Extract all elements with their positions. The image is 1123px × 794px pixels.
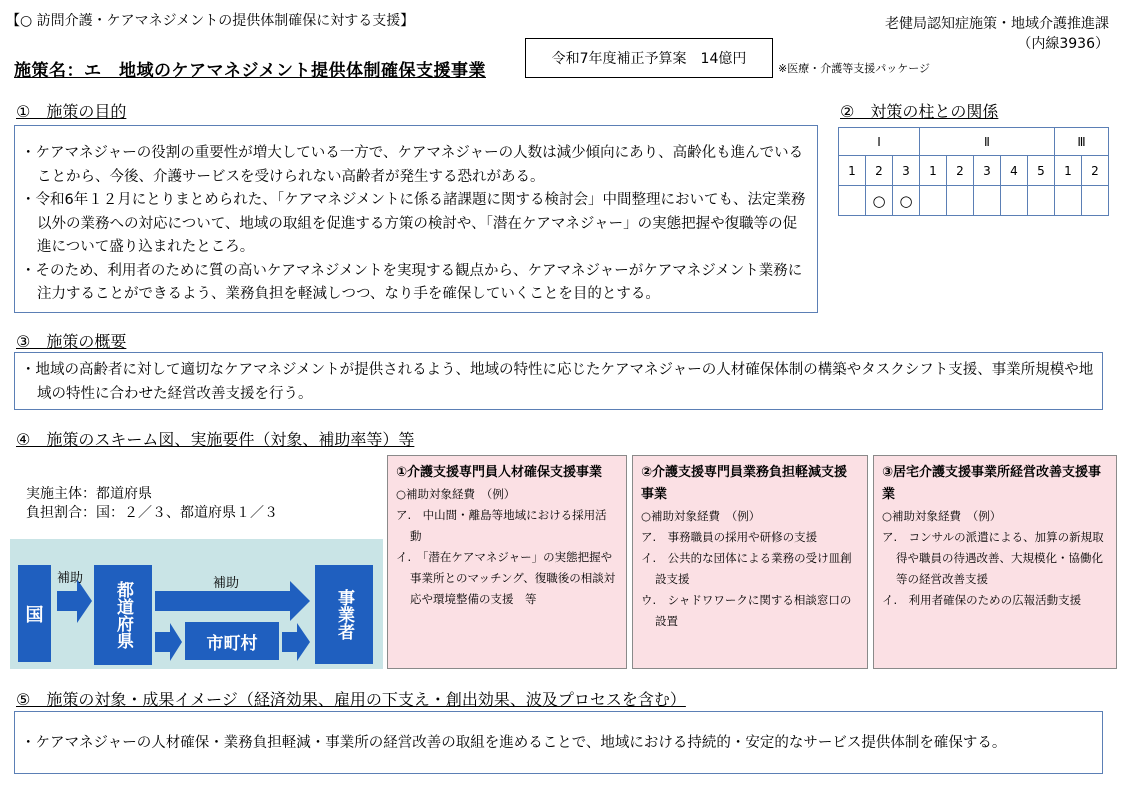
page-title: 施策名：エ 地域のケアマネジメント提供体制確保支援事業 (14, 61, 486, 81)
header-tag: 【○ 訪問介護・ケアマネジメントの提供体制確保に対する支援】 (6, 13, 415, 29)
section5-box (14, 711, 1103, 774)
pillar-number: 3 (893, 156, 920, 186)
pillar-number: 1 (1055, 156, 1082, 186)
program-subheading: ○補助対象経費 （例） (396, 487, 516, 501)
pillar-mark (1055, 186, 1082, 216)
program-title: ③居宅介護支援事業所経営改善支援事業 (882, 465, 1102, 502)
pillar-number: 1 (920, 156, 947, 186)
department-name: 老健局認知症施策・地域介護推進課 (885, 16, 1109, 32)
section3-bullet: ・地域の高齢者に対して適切なケアマネジメントが提供されるよう、地域の特性に応じたケアマネジャーの人材確保体制の構築やタスクシフト支援、事業所規模や地域の特性に合わせた経営改善支援を行う。 (21, 362, 1094, 402)
section5-heading: ⑤ 施策の対象・成果イメージ（経済効果、雇用の下支え・創出効果、波及プロセスを含む） (16, 690, 686, 709)
pillar-mark (1001, 186, 1028, 216)
program-item: ア. 事務職員の採用や研修の支援 (641, 530, 818, 544)
budget-box: 令和7年度補正予算案 14億円 (525, 38, 773, 78)
program-item: イ. 利用者確保のための広報活動支援 (882, 593, 1082, 607)
program-item: ウ. シャドワワークに関する相談窓口の設置 (641, 593, 852, 628)
pillar-group: Ⅲ (1055, 128, 1109, 156)
pillar-number: 2 (866, 156, 893, 186)
pillar-number: 2 (947, 156, 974, 186)
pillar-number: 5 (1028, 156, 1055, 186)
pillar-number: 4 (1001, 156, 1028, 186)
section1-bullet: ・ケアマネジャーの役割の重要性が増大している一方で、ケアマネジャーの人数は減少傾向にあり、高齢化も進んでいることから、今後、介護サービスを受けられない高齢者が発生する恐れがある。 (21, 145, 804, 185)
section3-heading: ③ 施策の概要 (16, 332, 127, 351)
municipality-box: 市町村 (185, 622, 279, 660)
program-item: ア. コンサルの派遣による、加算の新規取得や職員の待遇改善、大規模化・協働化等の経営改善支援 (882, 530, 1104, 586)
pillar-group: Ⅱ (920, 128, 1055, 156)
pillar-mark: ○ (866, 186, 893, 216)
program-item: イ. 公共的な団体による業務の受け皿創設支援 (641, 551, 852, 586)
section5-bullet: ・ケアマネジャーの人材確保・業務負担軽減・事業所の経営改善の取組を進めることで、地域における持続的・安定的なサービス提供体制を確保する。 (21, 735, 1007, 751)
section3-box (14, 352, 1103, 410)
pillar-table (838, 127, 1109, 216)
section2-heading: ② 対策の柱との関係 (840, 102, 999, 121)
subsidy-label: 補助 (213, 576, 240, 591)
program-title: ②介護支援専門員業務負担軽減支援事業 (641, 465, 848, 502)
program-subheading: ○補助対象経費 （例） (641, 509, 761, 523)
header-department (885, 14, 1109, 54)
package-note: ※医療・介護等支援パッケージ (778, 62, 930, 75)
national-box: 国 (18, 565, 51, 662)
program-item: ア. 中山間・離島等地域における採用活動 (396, 508, 607, 543)
program-card-3 (873, 455, 1117, 669)
arrow-prefecture-to-municipality (155, 623, 182, 661)
section1-bullet: ・令和6年１２月にとりまとめられた、「ケアマネジメントに係る諸課題に関する検討会」中間整理においても、法定業務以外の業務への対応について、地域の取組を促進する方策の検討や、「潜在ケアマネジャー」の実態把握や復職等の促進について盛り込まれたところ。 (21, 192, 806, 255)
extension-number: （内線3936） (1017, 36, 1109, 52)
arrow-municipality-to-operator (282, 623, 310, 661)
program-item: イ. 「潜在ケアマネジャー」の実態把握や事業所とのマッチング、復職後の相談対応や環境整備の支援 等 (396, 550, 616, 606)
section1-heading: ① 施策の目的 (16, 102, 127, 121)
pillar-mark (920, 186, 947, 216)
program-subheading: ○補助対象経費 （例） (882, 509, 1002, 523)
pillar-mark (1082, 186, 1109, 216)
section1-bullet: ・そのため、利用者のために質の高いケアマネジメントを実現する観点から、ケアマネジャーがケアマネジメント業務に注力することができるよう、業務負担を軽減しつつ、なり手を確保していくことを目的とする。 (21, 262, 803, 302)
section1-box (14, 125, 818, 313)
section4-heading: ④ 施策のスキーム図、実施要件（対象、補助率等）等 (16, 430, 415, 449)
program-card-1 (387, 455, 627, 669)
program-title: ①介護支援専門員人材確保支援事業 (396, 465, 603, 480)
operator-box: 事業者 (315, 565, 373, 664)
pillar-mark (947, 186, 974, 216)
pillar-mark (839, 186, 866, 216)
prefecture-box: 都道府県 (94, 565, 152, 665)
implementation-info (26, 485, 278, 523)
pillar-mark: ○ (893, 186, 920, 216)
program-card-2 (632, 455, 868, 669)
subsidy-label: 補助 (57, 571, 84, 586)
pillar-group: Ⅰ (839, 128, 920, 156)
scheme-diagram (10, 539, 383, 669)
pillar-mark (1028, 186, 1055, 216)
pillar-mark (974, 186, 1001, 216)
cost-share: 負担割合：国：２／３、都道府県１／３ (26, 505, 278, 521)
implementer: 実施主体：都道府県 (26, 486, 152, 502)
pillar-number: 1 (839, 156, 866, 186)
pillar-number: 2 (1082, 156, 1109, 186)
pillar-number: 3 (974, 156, 1001, 186)
